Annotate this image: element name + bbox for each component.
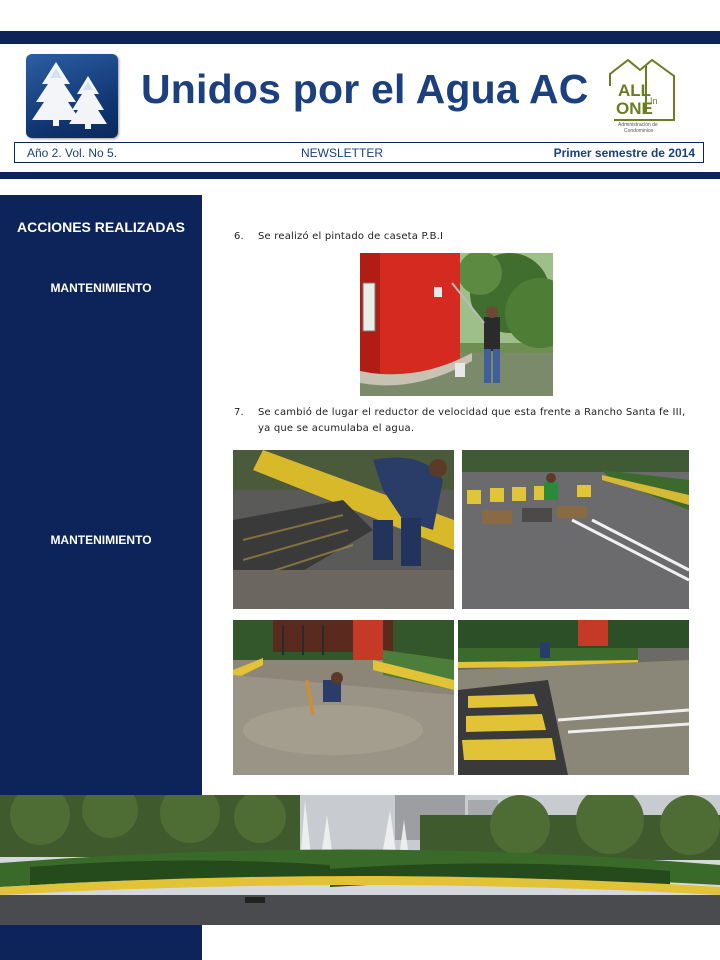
newsletter-label: NEWSLETTER bbox=[301, 146, 384, 160]
photo-flooded-entrance bbox=[233, 620, 454, 775]
photo-relocated-speed-bump bbox=[458, 620, 689, 775]
photo-booth-painting bbox=[360, 253, 553, 396]
item-text-line-1: Se cambió de lugar el reductor de velocidad que esta frente a Rancho Santa fe III, bbox=[258, 407, 686, 418]
item-text-line-2: ya que se acumulaba el agua. bbox=[258, 423, 415, 434]
item-number: 7. bbox=[234, 407, 244, 418]
logo-line1: ALL bbox=[618, 81, 652, 100]
issue-info-bar bbox=[14, 142, 704, 163]
sidebar-label-maintenance-2: MANTENIMIENTO bbox=[50, 533, 152, 547]
list-item-6 bbox=[234, 229, 704, 247]
pine-trees-icon bbox=[26, 54, 118, 138]
logo-line3: ONE bbox=[616, 99, 653, 118]
photo-road-crossing bbox=[462, 450, 689, 609]
item-number: 6. bbox=[234, 231, 244, 242]
photo-fountain-roundabout bbox=[0, 795, 720, 925]
logo-caption2: Condominios bbox=[624, 128, 654, 134]
all-in-one-logo bbox=[606, 52, 678, 134]
photo-worker-speed-bump bbox=[233, 450, 454, 609]
sidebar-label-maintenance-1: MANTENIMIENTO bbox=[50, 281, 152, 295]
issue-volume: Año 2. Vol. No 5. bbox=[27, 146, 118, 160]
issue-period: Primer semestre de 2014 bbox=[553, 146, 695, 160]
list-item-7 bbox=[234, 405, 704, 439]
page-title: Unidos por el Agua AC bbox=[141, 66, 589, 112]
item-text: Se realizó el pintado de caseta P.B.I bbox=[258, 231, 444, 242]
logo-caption1: Administración de bbox=[618, 122, 658, 128]
header-bottom-bar bbox=[0, 172, 720, 179]
header-top-bar bbox=[0, 31, 720, 44]
logo-line2: In bbox=[650, 96, 658, 106]
sidebar-heading: ACCIONES REALIZADAS bbox=[16, 219, 185, 235]
